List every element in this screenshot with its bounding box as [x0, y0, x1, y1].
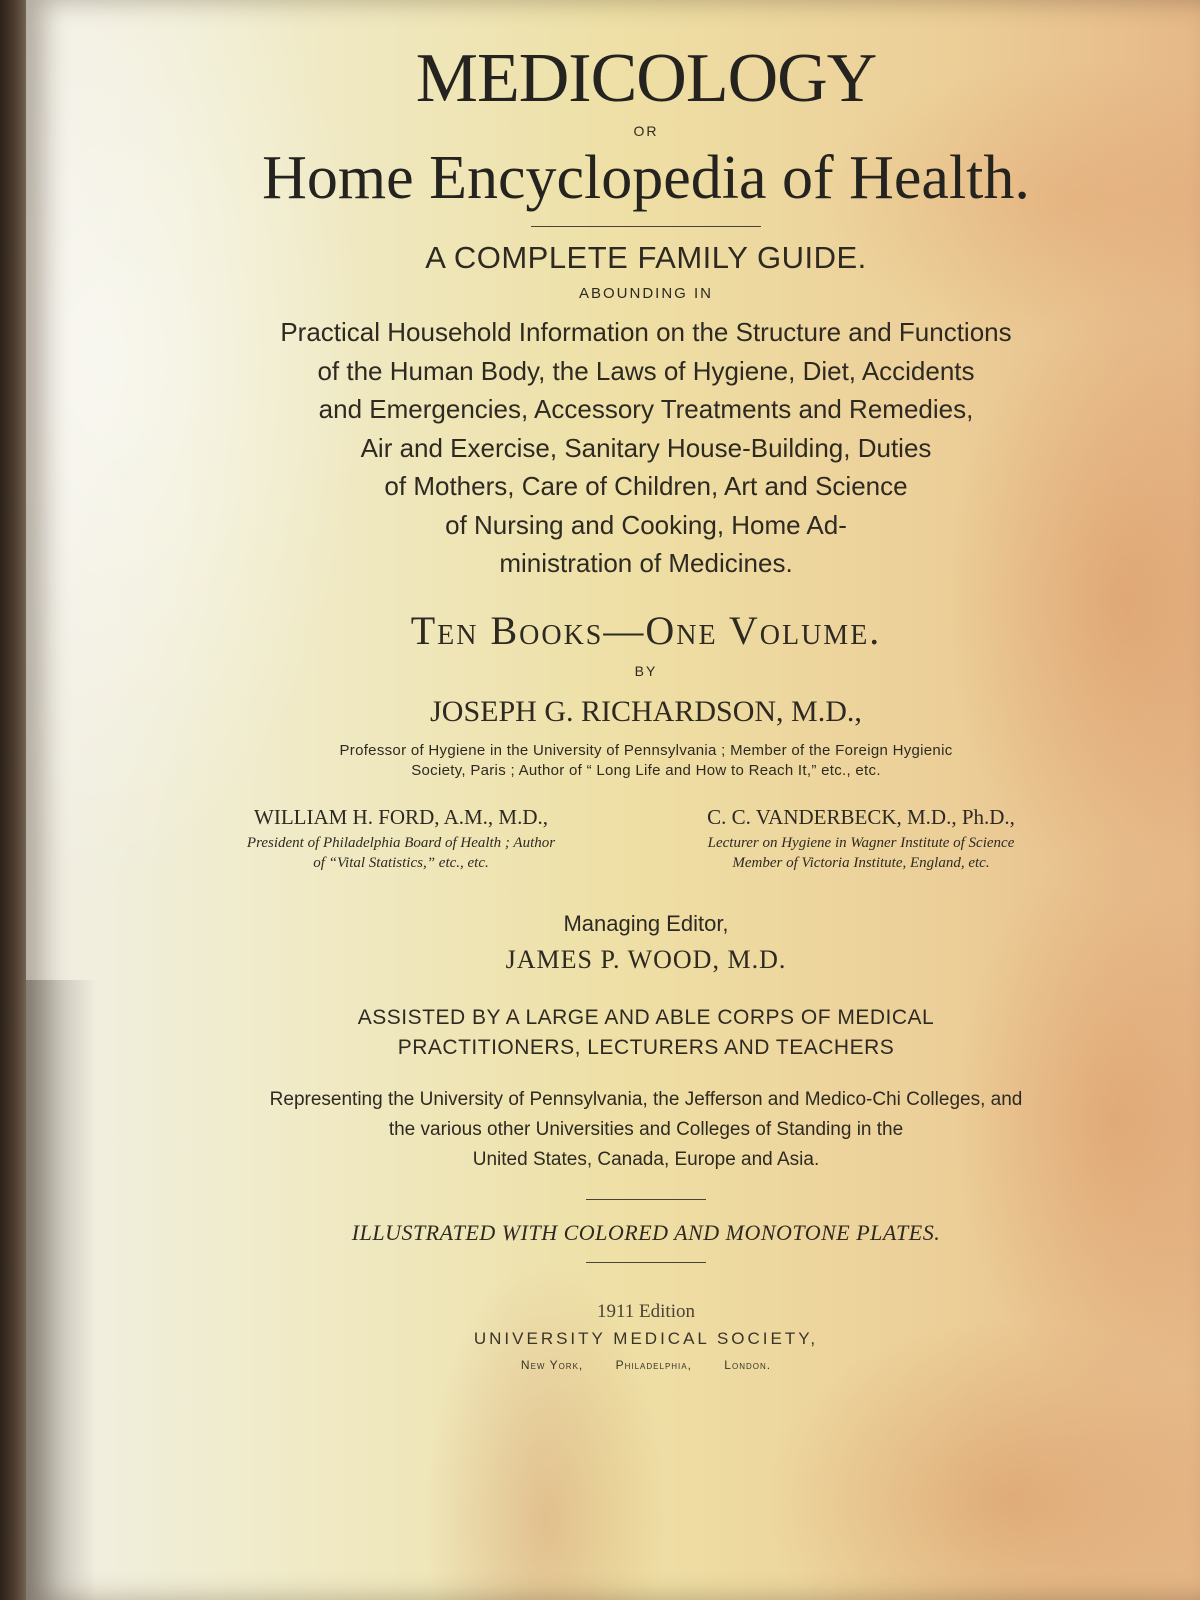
assisted-line: PRACTITIONERS, LECTURERS AND TEACHERS — [397, 1035, 895, 1059]
description-line: and Emergencies, Accessory Treatments and Remedies, — [318, 394, 974, 424]
coauthor-credentials — [176, 833, 626, 873]
book-subtitle: Home Encyclopedia of Health. — [262, 144, 1030, 212]
author-name: JOSEPH G. RICHARDSON, M.D., — [430, 694, 862, 728]
publisher-cities — [196, 1355, 1096, 1375]
title-page — [26, 0, 1200, 1600]
coauthors — [196, 803, 1096, 885]
page-shadow — [26, 980, 96, 1600]
divider-rule — [586, 1199, 706, 1200]
by-label: BY — [634, 662, 658, 679]
city-new-york: New York, — [520, 1357, 584, 1372]
credential-line: Society, Paris ; Author of “ Long Life and How to Reach It,” etc., etc. — [411, 761, 881, 779]
city-london: London. — [724, 1357, 772, 1372]
representing-block — [196, 1085, 1096, 1175]
coauthor-name: WILLIAM H. FORD, A.M., M.D., — [254, 804, 548, 829]
abounding-label: ABOUNDING IN — [578, 285, 713, 302]
managing-editor-label: Managing Editor, — [563, 910, 729, 936]
credential-line: Member of Victoria Institute, England, etc. — [732, 854, 990, 871]
city-philadelphia: Philadelphia, — [615, 1357, 692, 1372]
divider-rule — [586, 1262, 706, 1263]
coauthor-name: C. C. VANDERBECK, M.D., Ph.D., — [707, 804, 1015, 829]
ten-books-heading: Ten Books—One Volume. — [410, 607, 882, 653]
author-credentials — [196, 741, 1096, 781]
credential-line: of “Vital Statistics,” etc., etc. — [313, 854, 489, 871]
credential-line: President of Philadelphia Board of Health ; Author — [246, 834, 556, 851]
assisted-by-block — [196, 1003, 1096, 1063]
representing-line: United States, Canada, Europe and Asia. — [472, 1148, 820, 1170]
description-line: Practical Household Information on the Structure and Functions — [280, 317, 1012, 347]
representing-line: the various other Universities and Colleges of Standing in the — [388, 1118, 904, 1140]
guide-heading: A COMPLETE FAMILY GUIDE. — [425, 240, 867, 275]
or-separator: OR — [633, 123, 659, 139]
description-line: ministration of Medicines. — [499, 548, 793, 578]
description-line: of the Human Body, the Laws of Hygiene, Diet, Accidents — [317, 355, 975, 386]
description-line: of Mothers, Care of Children, Art and Science — [384, 471, 908, 501]
description-block — [196, 313, 1096, 583]
representing-line: Representing the University of Pennsylvania, the Jefferson and Medico-Chi Colleges, and — [269, 1088, 1023, 1110]
divider-rule — [531, 226, 761, 227]
edition-label: 1911 Edition — [597, 1300, 695, 1322]
title-page-content — [196, 40, 1096, 1375]
assisted-line: ASSISTED BY A LARGE AND ABLE CORPS OF MEDICAL — [357, 1005, 935, 1029]
description-line: of Nursing and Cooking, Home Ad- — [445, 509, 847, 540]
coauthor-credentials — [636, 833, 1086, 873]
managing-editor-name: JAMES P. WOOD, M.D. — [505, 944, 787, 974]
credential-line: Lecturer on Hygiene in Wagner Institute of Science — [707, 834, 1015, 851]
book-title: MEDICOLOGY — [415, 40, 877, 117]
illustrated-note: ILLUSTRATED WITH COLORED AND MONOTONE PLATES. — [351, 1219, 941, 1245]
description-line: Air and Exercise, Sanitary House-Building, Duties — [360, 432, 932, 463]
coauthor-ford — [176, 803, 626, 873]
publisher-name: UNIVERSITY MEDICAL SOCIETY, — [473, 1328, 819, 1348]
coauthor-vanderbeck — [636, 803, 1086, 873]
credential-line: Professor of Hygiene in the University of Pennsylvania ; Member of the Foreign Hygienic — [339, 741, 953, 759]
